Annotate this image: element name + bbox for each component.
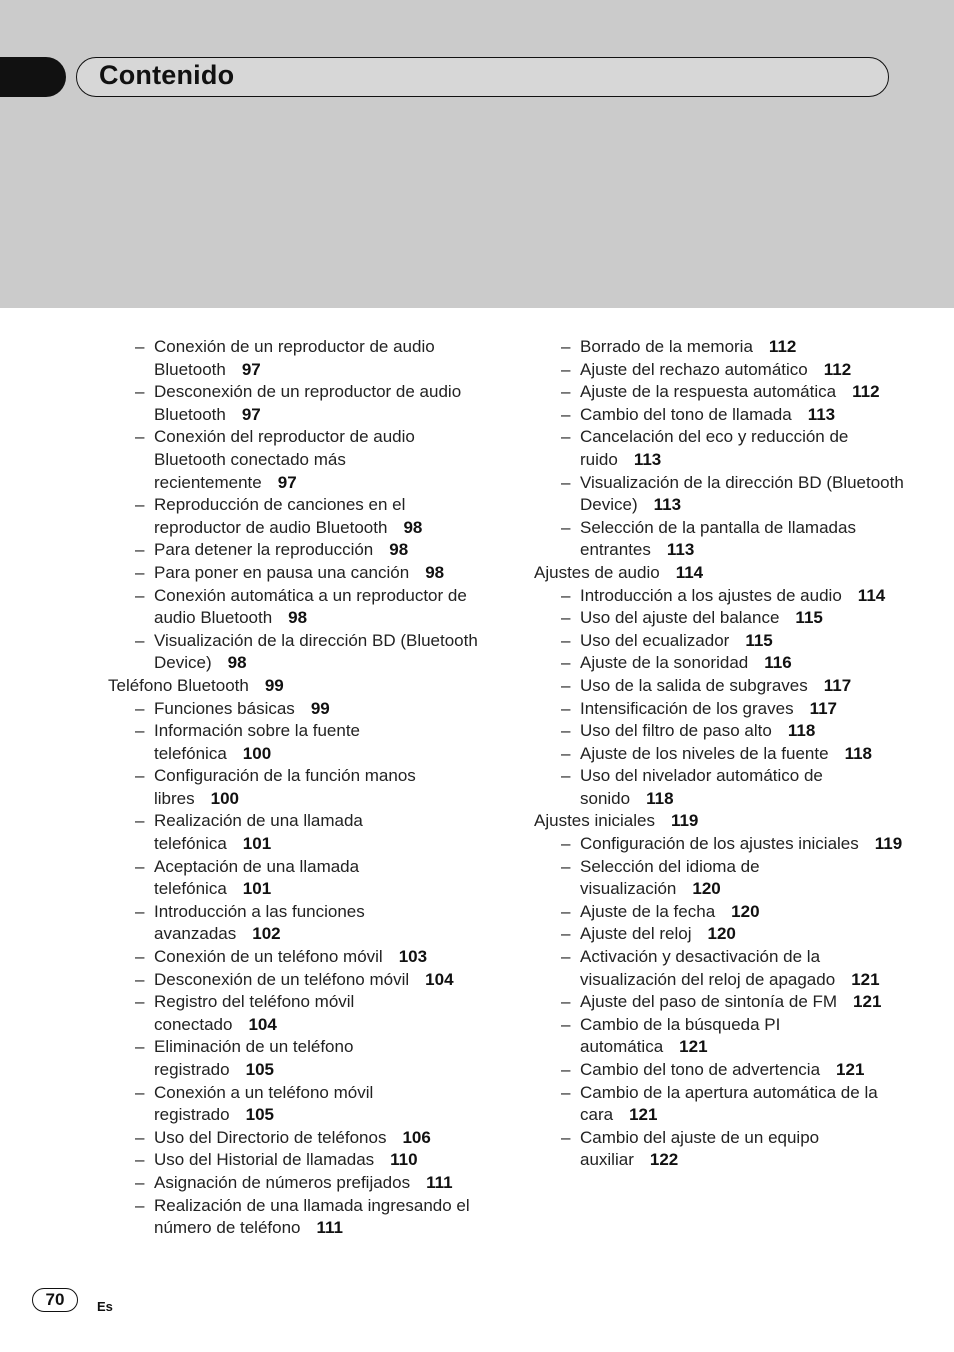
toc-dash: – [561, 427, 571, 447]
toc-item[interactable] [108, 539, 478, 562]
toc-dash: – [135, 382, 145, 402]
toc-entry-title: Uso del ajuste del balance [580, 608, 780, 628]
toc-item[interactable] [534, 833, 904, 856]
toc-page-number: 110 [390, 1150, 418, 1170]
toc-dash: – [135, 721, 145, 741]
toc-item[interactable] [534, 652, 904, 675]
toc-page-number: 121 [851, 969, 880, 989]
toc-entry-title: Cancelación del eco y reducción de ruido [580, 427, 849, 469]
toc-entry-title: Activación y desactivación de la visualización del reloj de apagado [580, 947, 836, 989]
toc-dash: – [561, 856, 571, 876]
toc-entry-title: Ajustes de audio [534, 562, 660, 582]
toc-page-number: 97 [241, 359, 261, 379]
toc-dash: – [135, 495, 145, 515]
toc-page-number: 103 [398, 947, 428, 967]
toc-item[interactable] [108, 381, 478, 426]
toc-dash: – [561, 630, 571, 650]
toc-item[interactable] [534, 901, 904, 924]
title-bar [76, 57, 889, 97]
toc-item[interactable] [108, 1036, 478, 1081]
toc-dash: – [561, 1082, 571, 1102]
toc-entry-title: Ajuste de la fecha [580, 901, 716, 921]
toc-dash: – [561, 901, 571, 921]
toc-page-number: 113 [653, 495, 682, 515]
toc-dash: – [561, 1060, 571, 1079]
toc-dash: – [135, 585, 145, 605]
toc-item[interactable] [108, 698, 478, 721]
toc-page-number: 112 [768, 337, 797, 356]
toc-dash: – [561, 743, 571, 763]
toc-page-number: 121 [679, 1037, 708, 1057]
toc-page-number: 99 [310, 698, 330, 718]
toc-dash: – [561, 721, 571, 741]
toc-entry-title: Selección de la pantalla de llamadas entrantes [580, 517, 856, 560]
toc-item[interactable] [108, 336, 478, 381]
toc-entry-title: Conexión de un reproductor de audio Bluetooth [154, 337, 435, 379]
toc-dash: – [561, 585, 571, 605]
toc-entry-title: Uso de la salida de subgraves [580, 675, 808, 695]
toc-dash: – [561, 337, 571, 356]
toc-entry-title: Uso del Historial de llamadas [154, 1150, 375, 1170]
toc-item[interactable] [534, 517, 904, 562]
toc-page-number: 104 [425, 969, 454, 989]
toc-page-number: 106 [402, 1127, 431, 1147]
toc-item[interactable] [534, 404, 904, 427]
toc-page-number: 105 [245, 1105, 274, 1125]
toc-item[interactable] [534, 765, 904, 810]
toc-page-number: 120 [692, 879, 721, 899]
toc-dash: – [135, 856, 145, 876]
toc-page-number: 111 [426, 1172, 453, 1192]
toc-entry-title: Borrado de la memoria [580, 337, 753, 356]
toc-section[interactable] [534, 810, 904, 833]
toc-entry-title: Selección del idioma de visualización [580, 856, 760, 899]
toc-page-number: 121 [853, 992, 882, 1012]
toc-item[interactable] [108, 991, 478, 1036]
toc-entry-title: Asignación de números prefijados [154, 1172, 411, 1192]
toc-entry-title: Realización de una llamada telefónica [154, 811, 363, 854]
toc-item[interactable] [534, 381, 904, 404]
toc-page-number: 120 [731, 901, 760, 921]
toc-item[interactable] [108, 1195, 478, 1240]
toc-dash: – [135, 1127, 145, 1147]
toc-dash: – [561, 404, 571, 424]
toc-dash: – [135, 630, 145, 650]
toc-entry-title: Eliminación de un teléfono registrado [154, 1037, 354, 1079]
toc-dash: – [561, 359, 571, 379]
toc-dash: – [135, 1150, 145, 1170]
toc-entry-title: Ajuste del paso de sintonía de FM [580, 992, 838, 1012]
toc-item[interactable] [108, 765, 478, 810]
toc-entry-title: Ajuste de la sonoridad [580, 653, 749, 673]
toc-item[interactable] [534, 675, 904, 698]
toc-entry-title: Conexión del reproductor de audio Bluetooth conectado más recientemente [154, 427, 415, 492]
toc-entry-title: Ajuste del reloj [580, 924, 692, 944]
toc-dash: – [135, 562, 145, 582]
toc-item[interactable] [534, 630, 904, 653]
toc-item[interactable] [108, 720, 478, 765]
toc-page-number: 113 [633, 449, 662, 469]
toc-item[interactable] [534, 720, 904, 743]
toc-page-number: 98 [389, 540, 409, 560]
toc-page-number: 97 [277, 472, 297, 492]
title-tab-decoration [0, 57, 66, 97]
toc-dash: – [561, 924, 571, 944]
toc-entry-title: Introducción a los ajustes de audio [580, 585, 842, 605]
toc-page-number: 105 [245, 1060, 274, 1079]
toc-dash: – [135, 901, 145, 921]
toc-entry-title: Introducción a las funciones avanzadas [154, 901, 365, 944]
toc-page-number: 119 [670, 811, 699, 831]
toc-page-number: 104 [248, 1014, 277, 1034]
toc-dash: – [135, 698, 145, 718]
toc-entry-title: Ajuste de la respuesta automática [580, 382, 837, 402]
toc-entry-title: Ajuste del rechazo automático [580, 359, 808, 379]
toc-dash: – [561, 675, 571, 695]
toc-entry-title: Cambio de la apertura automática de la cara [580, 1082, 878, 1125]
toc-item[interactable] [534, 359, 904, 382]
toc-entry-title: Uso del nivelador automático de sonido [580, 766, 823, 808]
toc-entry-title: Uso del ecualizador [580, 630, 730, 650]
toc-entry-title: Configuración de la función manos libres [154, 766, 416, 808]
toc-item[interactable] [108, 969, 478, 992]
toc-dash: – [135, 969, 145, 989]
toc-item[interactable] [534, 856, 904, 901]
toc-page-number: 118 [787, 721, 816, 741]
toc-entry-title: Uso del Directorio de teléfonos [154, 1127, 387, 1147]
toc-page-number: 115 [745, 630, 773, 650]
toc-item[interactable] [534, 1014, 904, 1059]
toc-item[interactable] [108, 1127, 478, 1150]
toc-entry-title: Aceptación de una llamada telefónica [154, 856, 360, 899]
toc-dash: – [561, 992, 571, 1012]
toc-entry-title: Información sobre la fuente telefónica [154, 721, 361, 763]
toc-page-number: 100 [242, 743, 272, 763]
toc-page-number: 100 [210, 788, 239, 808]
toc-dash: – [135, 992, 145, 1012]
toc-entry-title: Conexión de un teléfono móvil [154, 947, 383, 967]
toc-item[interactable] [108, 856, 478, 901]
toc-page-number: 113 [807, 404, 836, 424]
toc-item[interactable] [534, 585, 904, 608]
toc-page-number: 112 [823, 359, 852, 379]
toc-page-number: 102 [252, 924, 281, 944]
toc-dash: – [561, 1127, 571, 1147]
toc-section[interactable] [534, 562, 904, 585]
toc-dash: – [561, 472, 571, 492]
toc-page-number: 98 [227, 653, 247, 673]
toc-dash: – [561, 834, 571, 854]
toc-entry-title: Para detener la reproducción [154, 540, 374, 560]
toc-dash: – [561, 947, 571, 967]
toc-entry-title: Cambio de la búsqueda PI automática [580, 1014, 781, 1057]
toc-entry-title: Funciones básicas [154, 698, 295, 718]
toc-dash: – [561, 766, 571, 786]
toc-item[interactable] [534, 336, 904, 359]
toc-item[interactable] [534, 698, 904, 721]
toc-item[interactable] [534, 607, 904, 630]
toc-entry-title: Registro del teléfono móvil conectado [154, 992, 355, 1034]
toc-entry-title: Uso del filtro de paso alto [580, 721, 772, 741]
toc-dash: – [135, 427, 145, 447]
toc-page-number: 121 [629, 1105, 658, 1125]
toc-page-number: 117 [809, 698, 837, 718]
toc-dash: – [561, 382, 571, 402]
toc-item[interactable] [108, 1149, 478, 1172]
toc-dash: – [561, 1014, 571, 1034]
toc-dash: – [135, 1195, 145, 1215]
language-code: Es [97, 1299, 113, 1314]
toc-entry-title: Realización de una llamada ingresando el número de teléfono [154, 1195, 470, 1238]
toc-entry-title: Ajustes iniciales [534, 811, 655, 831]
toc-entry-title: Cambio del tono de advertencia [580, 1060, 821, 1079]
toc-entry-title: Desconexión de un teléfono móvil [154, 969, 410, 989]
toc-page-number: 101 [242, 879, 272, 899]
toc-item[interactable] [534, 923, 904, 946]
toc-item[interactable] [534, 946, 904, 991]
toc-entry-title: Visualización de la dirección BD (Bluetooth Device) [154, 630, 478, 673]
toc-page-number: 122 [649, 1150, 679, 1170]
page-title: Contenido [99, 60, 235, 90]
toc-dash: – [135, 1082, 145, 1102]
toc-page-number: 114 [675, 562, 704, 582]
toc-page-number: 111 [316, 1218, 343, 1238]
toc-page-number: 98 [403, 517, 423, 537]
toc-dash: – [561, 653, 571, 673]
toc-dash: – [135, 1037, 145, 1057]
header-band [0, 0, 954, 308]
toc-item[interactable] [534, 1082, 904, 1127]
toc-entry-title: Desconexión de un reproductor de audio Bluetooth [154, 382, 462, 424]
toc-item[interactable] [108, 426, 478, 494]
toc-item[interactable] [108, 562, 478, 585]
toc-page-number: 101 [242, 834, 272, 854]
toc-item[interactable] [108, 901, 478, 946]
toc-page-number: 97 [241, 404, 261, 424]
toc-dash: – [135, 811, 145, 831]
toc-page-number: 119 [874, 834, 903, 854]
toc-dash: – [135, 947, 145, 967]
toc-page-number: 116 [764, 653, 792, 673]
toc-entry-title: Conexión automática a un reproductor de audio Bluetooth [154, 585, 467, 628]
toc-item[interactable] [534, 743, 904, 766]
toc-dash: – [135, 540, 145, 560]
toc-page-number: 118 [844, 743, 872, 763]
toc-entry-title: Ajuste de los niveles de la fuente [580, 743, 829, 763]
toc-entry-title: Conexión a un teléfono móvil registrado [154, 1082, 374, 1125]
toc-entry-title: Configuración de los ajustes iniciales [580, 834, 859, 854]
toc-entry-title: Cambio del ajuste de un equipo auxiliar [580, 1127, 820, 1170]
toc-dash: – [135, 1172, 145, 1192]
toc-page-number: 98 [425, 562, 445, 582]
toc-page-number: 120 [707, 924, 736, 944]
toc-dash: – [135, 766, 145, 786]
toc-page-number: 99 [264, 675, 284, 695]
toc-item[interactable] [108, 1172, 478, 1195]
toc-entry-title: Reproducción de canciones en el reproductor de audio Bluetooth [154, 495, 406, 537]
toc-page-number: 114 [857, 585, 886, 605]
toc-entry-title: Para poner en pausa una canción [154, 562, 410, 582]
toc-entry-title: Cambio del tono de llamada [580, 404, 792, 424]
toc-entry-title: Visualización de la dirección BD (Bluetooth Device) [580, 472, 904, 515]
toc-dash: – [561, 608, 571, 628]
toc-page-number: 118 [646, 788, 674, 808]
toc-dash: – [561, 517, 571, 537]
toc-item[interactable] [108, 1082, 478, 1127]
toc-dash: – [135, 337, 145, 356]
toc-right-column [534, 336, 904, 1172]
toc-entry-title: Teléfono Bluetooth [108, 675, 249, 695]
toc-page-number: 117 [823, 675, 852, 695]
toc-dash: – [561, 698, 571, 718]
toc-item[interactable] [108, 810, 478, 855]
toc-page-number: 98 [288, 608, 308, 628]
toc-item[interactable] [534, 1127, 904, 1172]
toc-page-number: 121 [836, 1060, 865, 1079]
toc-item[interactable] [108, 630, 478, 675]
toc-page-number: 115 [795, 608, 823, 628]
toc-page-number: 112 [852, 382, 880, 402]
toc-item[interactable] [534, 472, 904, 517]
toc-item[interactable] [534, 1059, 904, 1082]
toc-item[interactable] [534, 426, 904, 471]
toc-item[interactable] [108, 585, 478, 630]
toc-item[interactable] [108, 946, 478, 969]
toc-item[interactable] [534, 991, 904, 1014]
page-number-badge: 70 [32, 1288, 78, 1312]
toc-left-column [108, 336, 478, 1240]
toc-item[interactable] [108, 494, 478, 539]
toc-page-number: 113 [666, 540, 695, 560]
toc-entry-title: Intensificación de los graves [580, 698, 794, 718]
toc-section[interactable] [108, 675, 478, 698]
